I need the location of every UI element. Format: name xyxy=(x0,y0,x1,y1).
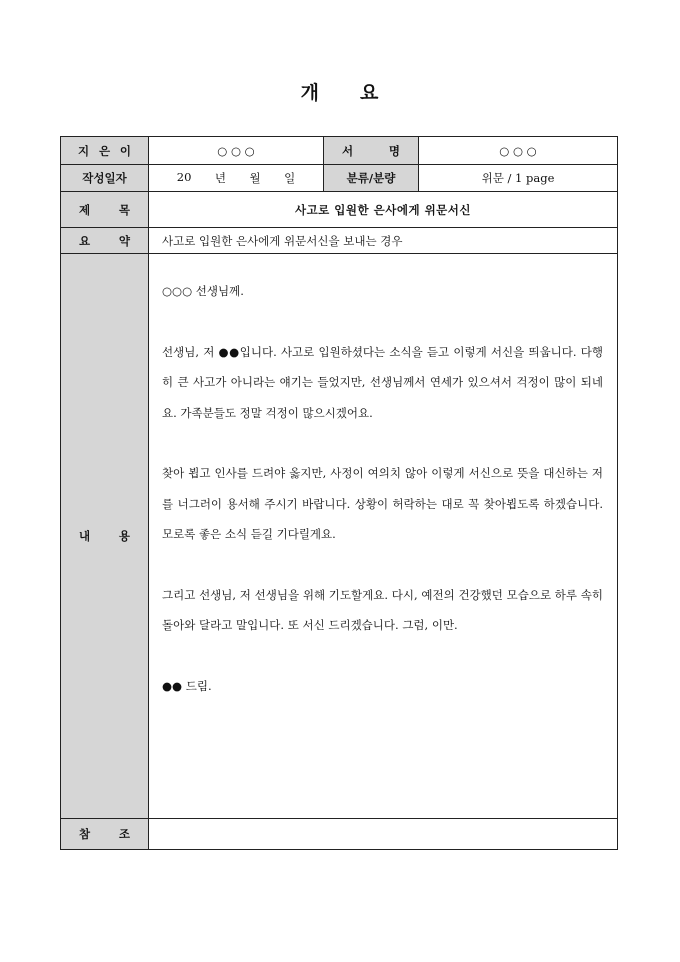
category-label: 분류/분량 xyxy=(324,165,419,192)
letter-closing: ●● 드림. xyxy=(162,678,212,693)
reference-row xyxy=(61,819,618,850)
page-title-char-2: 요 xyxy=(360,82,380,104)
date-row xyxy=(61,165,618,192)
content-label: 내 용 xyxy=(61,254,149,819)
content-row xyxy=(61,254,618,819)
subject-row xyxy=(61,192,618,228)
letter-paragraph-1: 선생님, 저 ●●입니다. 사고로 입원하셨다는 소식을 듣고 이렇게 서신을 띄웁니다. 다행히 큰 사고가 아니라는 얘기는 들었지만, 선생님께서 연세가 있으셔서 걱정이 많이 되네요. 가족분들도 정말 걱정이 많으시겠어요. xyxy=(162,344,603,420)
letter-paragraph-2: 찾아 뵙고 인사를 드려야 옳지만, 사정이 여의치 않아 이렇게 서신으로 뜻을 대신하는 저를 너그러이 용서해 주시기 바랍니다. 상황이 허락하는 대로 꼭 찾아뵙도록 하겠습니다. 모로록 좋은 소식 듣길 기다릴게요. xyxy=(162,466,603,541)
reference-value[interactable] xyxy=(149,819,618,850)
summary-value[interactable]: 사고로 입원한 은사에게 위문서신을 보내는 경우 xyxy=(149,228,618,254)
author-row xyxy=(61,137,618,165)
letter-paragraph-3: 그리고 선생님, 저 선생님을 위해 기도할게요. 다시, 예전의 건강했던 모습으로 하루 속히 돌아와 달라고 말입니다. 또 서신 드리겠습니다. 그럼, 이만. xyxy=(162,587,603,632)
author-value[interactable]: ○ ○ ○ xyxy=(149,137,324,165)
signature-label: 서 명 xyxy=(324,137,419,165)
page-title xyxy=(0,78,680,105)
summary-row xyxy=(61,228,618,254)
subject-value[interactable]: 사고로 입원한 은사에게 위문서신 xyxy=(149,192,618,228)
reference-label: 참 조 xyxy=(61,819,149,850)
author-label: 지 은 이 xyxy=(61,137,149,165)
category-value[interactable]: 위문 / 1 page xyxy=(419,165,618,192)
date-label: 작성일자 xyxy=(61,165,149,192)
signature-value[interactable]: ○ ○ ○ xyxy=(419,137,618,165)
date-month-unit: 월 xyxy=(249,171,261,185)
overview-form-table xyxy=(60,136,618,850)
content-body[interactable] xyxy=(149,254,618,819)
summary-label: 요 약 xyxy=(61,228,149,254)
date-year: 20 xyxy=(176,170,192,184)
date-value[interactable] xyxy=(149,165,324,192)
letter-greeting: ○○○ 선생님께. xyxy=(162,284,244,298)
date-day-unit: 일 xyxy=(284,171,296,185)
subject-label: 제 목 xyxy=(61,192,149,228)
date-year-unit: 년 xyxy=(214,171,226,185)
page-title-char-1: 개 xyxy=(300,82,320,104)
